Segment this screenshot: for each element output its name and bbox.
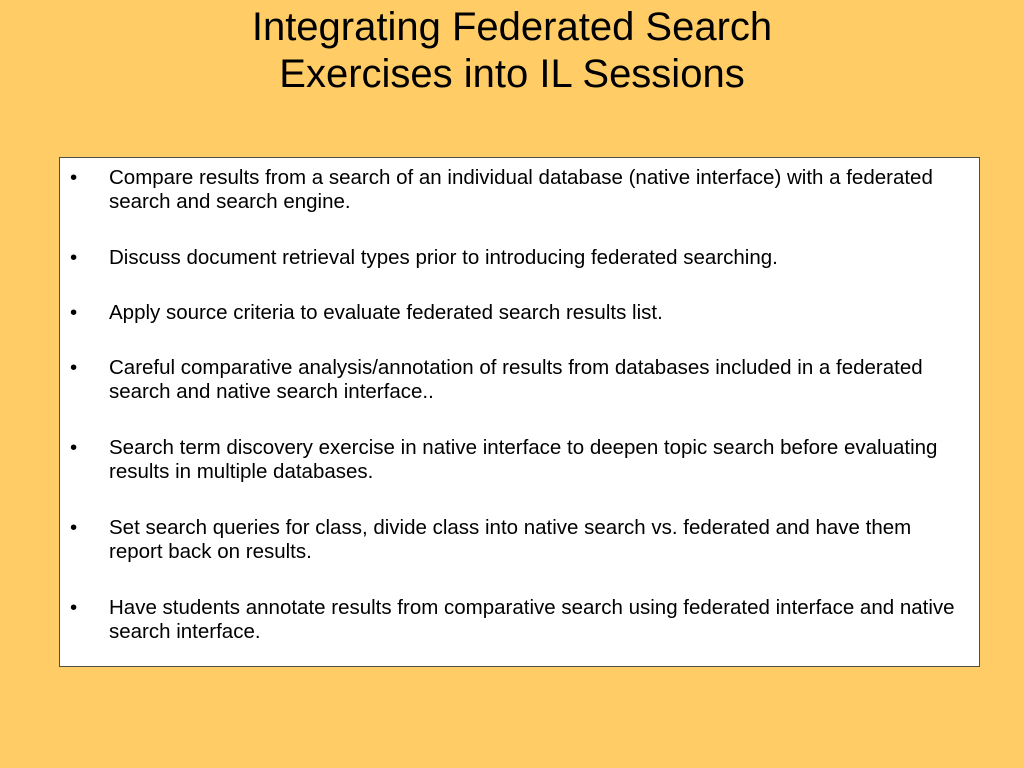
bullet-item <box>60 516 965 564</box>
bullet-item <box>60 246 965 270</box>
slide-title <box>0 4 1024 98</box>
bullet-icon: • <box>70 356 78 379</box>
bullet-item <box>60 596 965 644</box>
bullet-item <box>60 436 965 484</box>
bullet-item <box>60 301 965 325</box>
bullet-icon: • <box>70 436 78 459</box>
content-box <box>59 157 980 667</box>
bullet-text: Have students annotate results from comparative search using federated interface and native search interface. <box>109 596 955 643</box>
bullet-icon: • <box>70 301 78 324</box>
bullet-text: Careful comparative analysis/annotation of results from databases included in a federated search and native search interface.. <box>109 356 923 403</box>
bullet-icon: • <box>70 246 78 269</box>
bullet-text: Search term discovery exercise in native interface to deepen topic search before evaluating results in multiple databases. <box>109 436 938 483</box>
bullet-item <box>60 166 965 214</box>
bullet-item <box>60 356 965 404</box>
title-line-2: Exercises into IL Sessions <box>279 52 745 96</box>
bullet-icon: • <box>70 516 78 539</box>
bullet-text: Discuss document retrieval types prior to introducing federated searching. <box>109 246 778 269</box>
bullet-text: Apply source criteria to evaluate federated search results list. <box>109 301 663 324</box>
bullet-icon: • <box>70 596 78 619</box>
bullet-text: Set search queries for class, divide class into native search vs. federated and have them report back on results. <box>109 516 912 563</box>
title-line-1: Integrating Federated Search <box>251 5 773 49</box>
bullet-icon: • <box>70 166 78 189</box>
bullet-text: Compare results from a search of an individual database (native interface) with a federated search and search engine. <box>109 166 933 213</box>
